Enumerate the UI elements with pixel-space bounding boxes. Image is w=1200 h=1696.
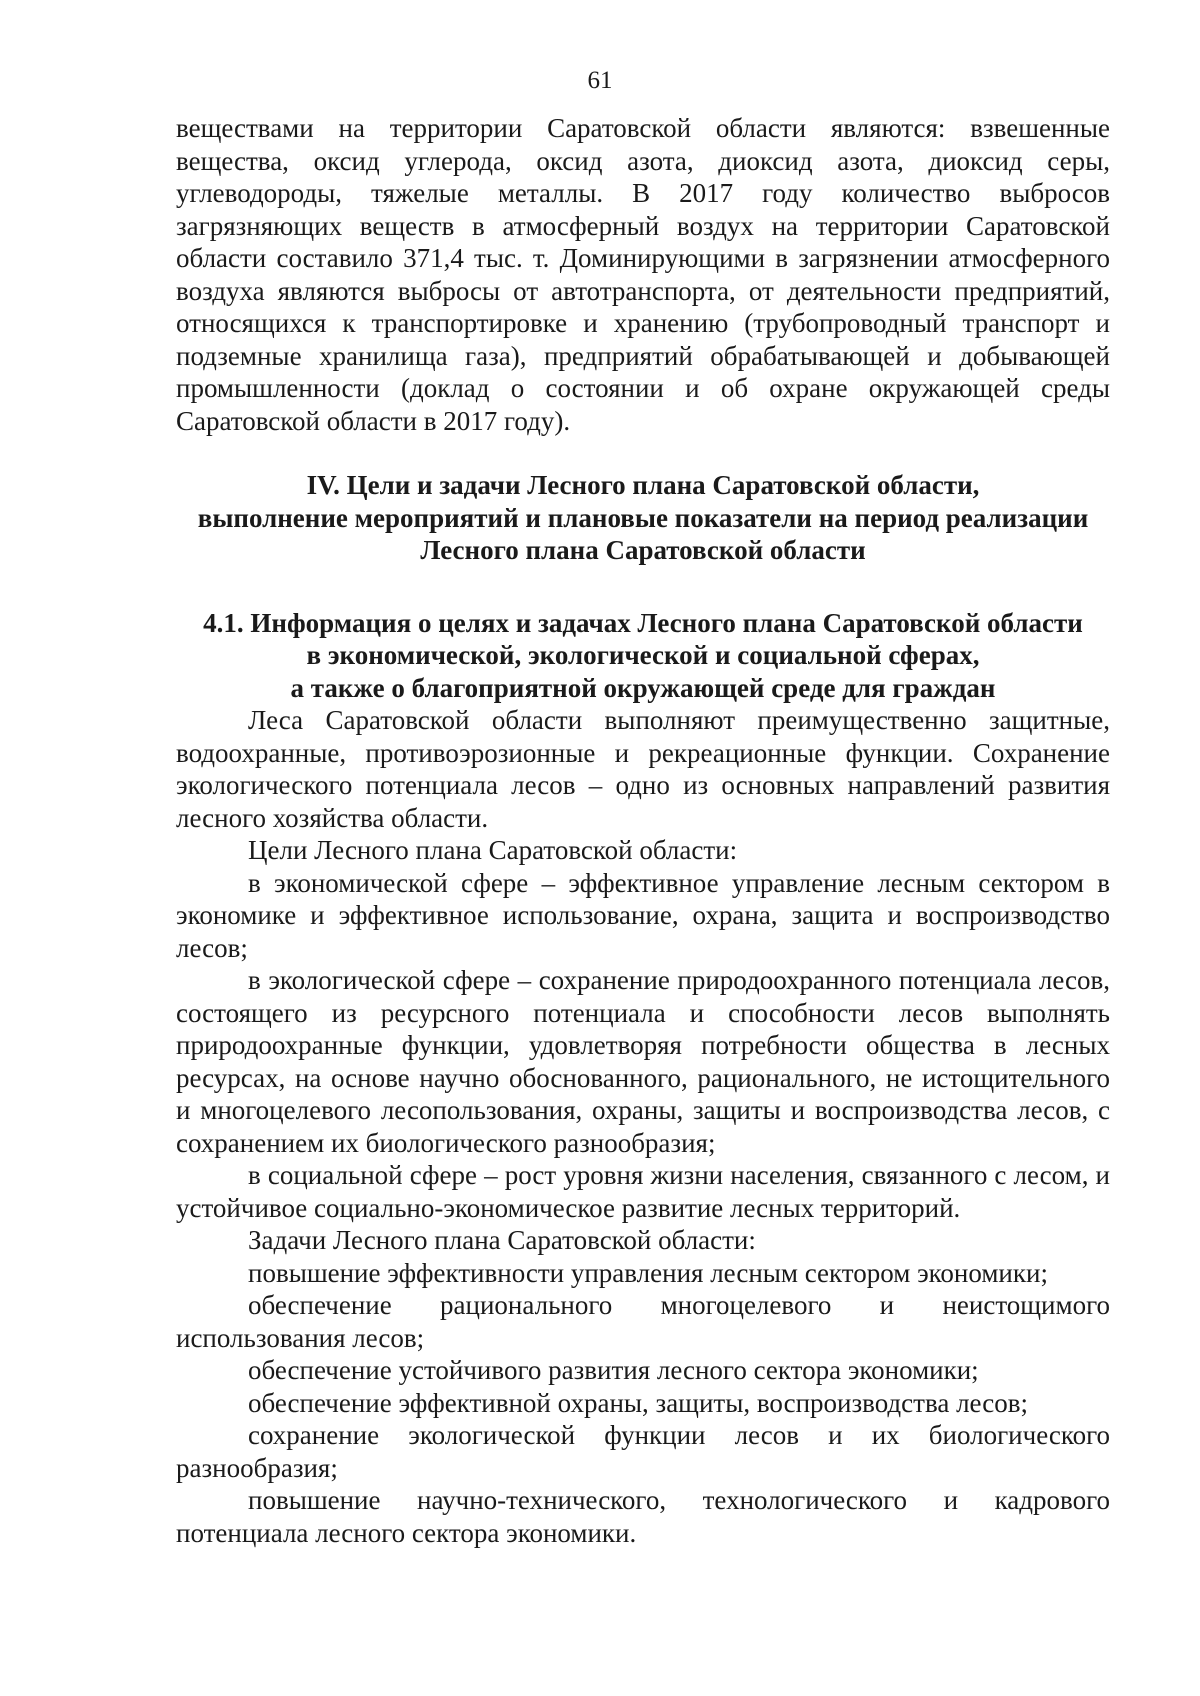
list-item-task: обеспечение устойчивого развития лесного сектора экономики;: [248, 1355, 979, 1385]
subsection-heading-line: 4.1. Информация о целях и задачах Лесного плана Саратовской области: [203, 607, 1083, 638]
section-heading-line: IV. Цели и задачи Лесного плана Саратовской области,: [306, 470, 980, 500]
subsection-heading: [176, 607, 1110, 705]
section-heading-line: выполнение мероприятий и плановые показатели на период реализации: [197, 502, 1089, 533]
list-item-task: обеспечение эффективной охраны, защиты, воспроизводства лесов;: [248, 1387, 1028, 1418]
subsection-heading-line: в экономической, экологической и социальной сферах,: [306, 640, 980, 670]
list-item-goal: в экономической сфере – эффективное управление лесным сектором в экономике и эффективное использование, охрана, защита и воспроизводство лесов;: [176, 867, 1110, 963]
section-heading: [176, 469, 1110, 567]
page-number: 61: [587, 67, 613, 94]
list-item-task: сохранение экологической функции лесов и их биологического разнообразия;: [176, 1420, 1110, 1483]
subsection-heading-line: а также о благоприятной окружающей среде для граждан: [290, 672, 996, 703]
paragraph: Задачи Лесного плана Саратовской области:: [248, 1225, 756, 1255]
section-heading-line: Лесного плана Саратовской области: [420, 535, 866, 565]
paragraph: Цели Лесного плана Саратовской области:: [248, 835, 738, 865]
document-body: [176, 112, 1110, 1549]
paragraph: Леса Саратовской области выполняют преимущественно защитные, водоохранные, противоэрозионные и рекреационные функции. Сохранение экологического потенциала лесов – одно из основных направлений развития лесного хозяйства области.: [176, 705, 1110, 833]
list-item-goal: в экологической сфере – сохранение природоохранного потенциала лесов, состоящего из ресурсного потенциала и способности лесов выполнять природоохранные функции, удовлетворяя потребности общества в лесных ресурсах, на основе научно обоснованного, рационального, не истощительного и многоцелевого лесопользования, охраны, защиты и воспроизводства лесов, с сохранением их биологического разнообразия;: [176, 965, 1110, 1158]
list-item-task: повышение научно-технического, технологического и кадрового потенциала лесного сектора экономики.: [176, 1485, 1110, 1548]
paragraph-intro: веществами на территории Саратовской области являются: взвешенные вещества, оксид углерода, оксид азота, диоксид азота, диоксид серы, углеводороды, тяжелые металлы. В 2017 году количество выбросов загрязняющих веществ в атмосферный воздух на территории Саратовской области составило 371,4 тыс. т. Доминирующими в загрязнении атмосферного воздуха являются выбросы от автотранспорта, от деятельности предприятий, относящихся к транспортировке и хранению (трубопроводный транспорт и подземные хранилища газа), предприятий обрабатывающей и добывающей промышленности (доклад о состоянии и об охране окружающей среды Саратовской области в 2017 году).: [176, 113, 1110, 436]
list-item-task: обеспечение рационального многоцелевого и неистощимого использования лесов;: [176, 1290, 1110, 1353]
list-item-goal: в социальной сфере – рост уровня жизни населения, связанного с лесом, и устойчивое социально-экономическое развитие лесных территорий.: [176, 1160, 1110, 1223]
list-item-task: повышение эффективности управления лесным сектором экономики;: [248, 1257, 1048, 1288]
